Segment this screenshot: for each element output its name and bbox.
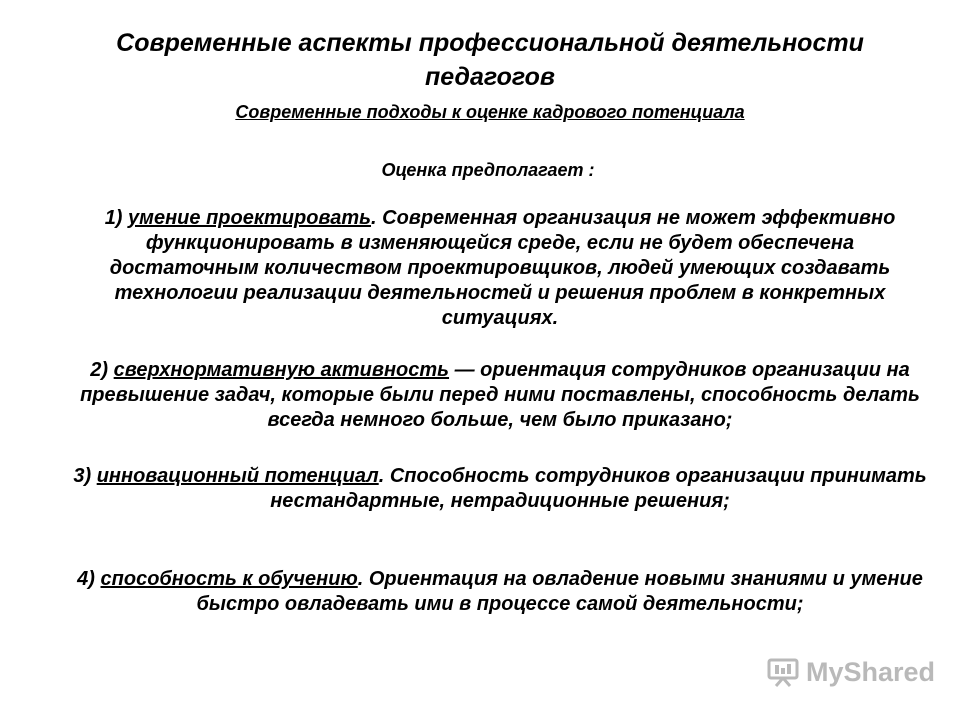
item-term: сверхнормативную активность: [113, 359, 450, 381]
item-term: умение проектировать: [128, 207, 372, 229]
list-item: [70, 206, 930, 331]
list-item: [70, 358, 930, 433]
item-term: инновационный потенциал: [96, 465, 379, 487]
item-number: 3): [73, 465, 92, 487]
slide-subtitle-text: Современные подходы к оценке кадрового потенциала: [235, 102, 745, 122]
item-number: 4): [77, 568, 95, 590]
item-term: способность к обучению: [100, 568, 358, 590]
item-number: 2): [90, 359, 109, 381]
intro-text: Оценка предполагает :: [381, 160, 595, 180]
slide-title: Современные аспекты профессиональной деятельности педагогов: [116, 29, 864, 91]
item-text: . Способность сотрудников организации принимать нестандартные, нетрадиционные решения;: [270, 465, 927, 512]
list-item: [70, 567, 930, 617]
item-text: . Ориентация на овладение новыми знаниями и умение быстро овладевать ими в процессе самой деятельности;: [196, 568, 923, 615]
item-text: — ориентация сотрудников организации на превышение задач, которые были перед ними поставлены, способность делать всегда немного больше, чем было приказано;: [80, 359, 920, 431]
presentation-board-icon: [766, 656, 800, 688]
list-item: [70, 464, 930, 514]
slide-subtitle: [60, 101, 920, 123]
item-number: 1): [104, 207, 123, 229]
watermark-text: MyShared: [806, 656, 936, 687]
watermark: [766, 656, 935, 688]
item-text: . Современная организация не может эффективно функционировать в изменяющейся среде, если не будет обеспечена достаточным количеством проектировщиков, людей умеющих создавать технологии реализации деятельностей и решения проблем в конкретных ситуациях.: [109, 207, 896, 329]
